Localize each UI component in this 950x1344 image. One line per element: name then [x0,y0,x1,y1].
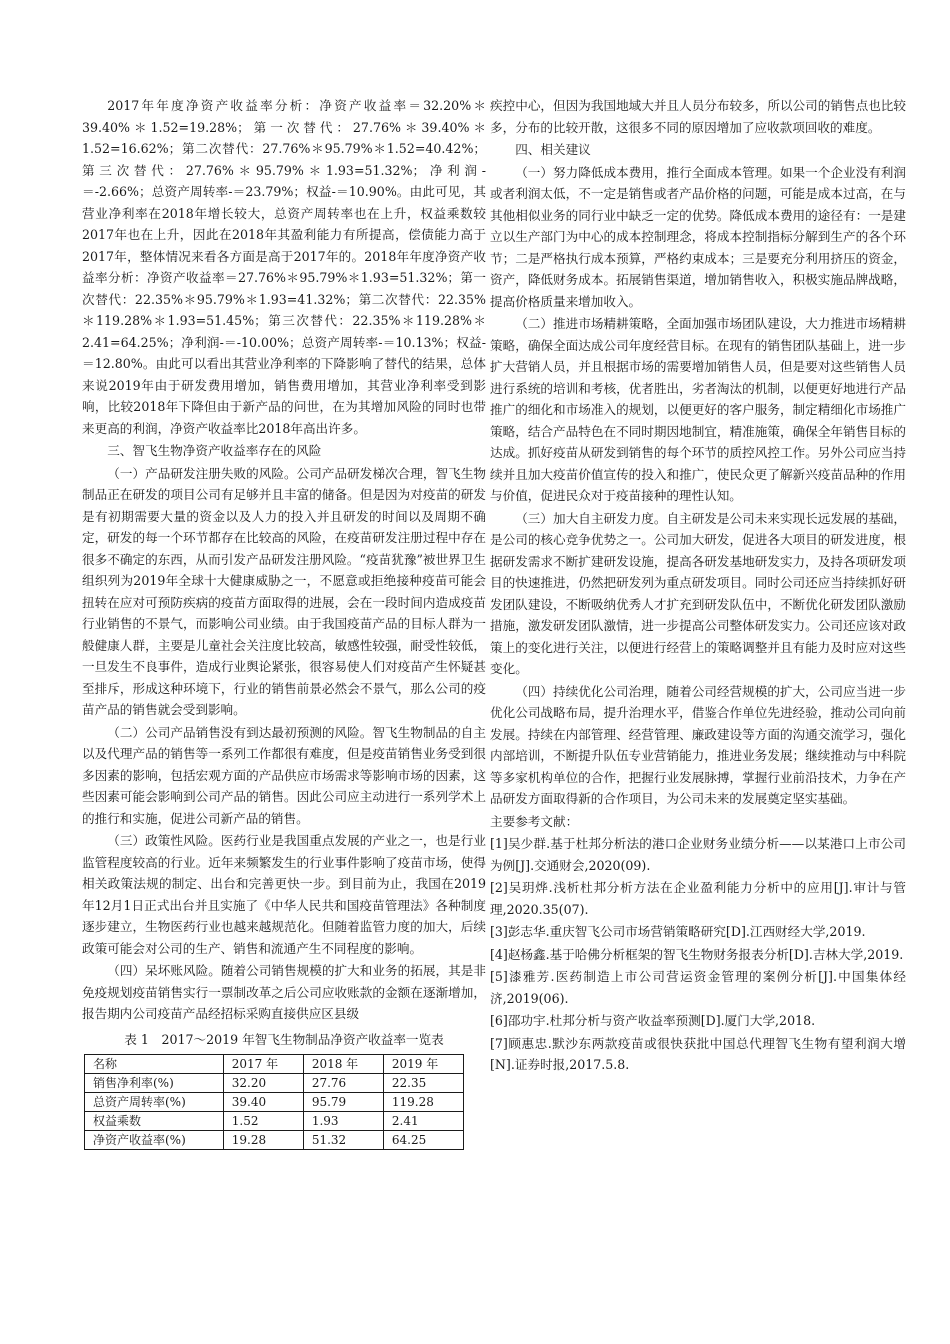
paragraph: （一）产品研发注册失败的风险。公司产品研发梯次合理，智飞生物制品正在研发的项目公司有足够并且丰富的储备。但是因为对疫苗的研发是有初期需要大量的资金以及人力的投入并且研发的时间以及周期不确定，研发的每一个环节都存在比较高的风险，在疫苗研发注册过程中存在很多不确定的东西，从而引发产品研发注册风险。“疫苗犹豫”被世界卫生组织列为2019年全球十大健康威胁之一，不愿意或拒绝接种疫苗可能会扭转在应对可预防疾病的疫苗方面取得的进展，会在一段时间内造成疫苗行业销售的不景气，而影响公司业绩。由于我国疫苗产品的目标人群为一般健康人群，主要是儿童社会关注度比较高，敏感性较强，耐受性较低，一旦发生不良事件，造成行业舆论紧张，很容易使人们对疫苗产生怀疑甚至排斥，形成这种环境下，行业的销售前景必然会不景气，那么公司的疫苗产品的销售就会受到影响。 [82,465,486,717]
right-column [490,95,906,1077]
paragraph: （三）政策性风险。医药行业是我国重点发展的产业之一，也是行业监管程度较高的行业。近年来频繁发生的行业事件影响了疫苗市场，使得相关政策法规的制定、出台和完善更快一步。到目前为止，我国在2019年12月1日正式出台并且实施了《中华人民共和国疫苗管理法》各种制度逐步建立，生物医药行业也越来越规范化。但随着监管力度的加大，后续政策可能会对公司的生产、销售和流通产生不同程度的影响。 [82,833,486,956]
table-cell: 51.32 [303,1131,383,1150]
table-caption: 表 1 2017～2019 年智飞生物制品净资产收益率一览表 [124,1031,444,1047]
section-heading: 三、智飞生物净资产收益率存在的风险 [107,443,322,458]
roe-table [84,1054,464,1150]
table-cell: 销售净利率(%) [85,1074,224,1093]
paragraph: （四）呆坏账风险。随着公司销售规模的扩大和业务的拓展，其是非免疫规划疫苗销售实行一票制改革之后公司应收账款的金额在逐渐增加，报告期内公司疫苗产品经招标采购直接供应区县级 [82,963,486,1021]
table-cell: 22.35 [383,1074,463,1093]
table-cell: 权益乘数 [85,1112,224,1131]
table-row [85,1074,464,1093]
table-header-cell: 2018 年 [303,1055,383,1074]
paragraph: （四）持续优化公司治理，随着公司经营规模的扩大，公司应当进一步优化公司战略布局，提升治理水平，借鉴合作单位先进经验，推动公司向前发展。持续在内部管理、经营管理、廉政建设等方面的沟通交流学习，强化内部培训，不断提升队伍专业营销能力，推进业务发展；继续推动与中科院等多家机构单位的合作，把握行业发展脉搏，掌握行业前沿技术，力争在产品研发方面取得新的合作项目，为公司未来的发展奠定坚实基础。 [490,683,906,806]
table-cell: 净资产收益率(%) [85,1131,224,1150]
table-header-cell: 名称 [85,1055,224,1074]
table-header-cell: 2019 年 [383,1055,463,1074]
table-row [85,1093,464,1112]
reference-item: [3]彭志华.重庆智飞公司市场营销策略研究[D].江西财经大学,2019. [490,924,866,939]
reference-item: [7]顾惠忠.默沙东两款疫苗或很快获批中国总代理智飞生物有望利润大增[N].证券时报,2017.5.8. [490,1035,906,1072]
table-cell: 总资产周转率(%) [85,1093,224,1112]
left-column [82,95,486,1150]
reference-item: [4]赵杨鑫.基于哈佛分析框架的智飞生物财务报表分析[D].吉林大学,2019. [490,946,904,962]
table-cell: 39.40 [223,1093,303,1112]
table-cell: 1.52 [223,1112,303,1131]
paragraph: （二）公司产品销售没有到达最初预测的风险。智飞生物制品的自主以及代理产品的销售等一系列工作都很有难度，但是疫苗销售业务受到很多因素的影响，包括宏观方面的产品供应市场需求等影响市场的因素，这些因素可能会影响到公司产品的销售。因此公司应主动进行一系列学术上的推行和实施，促进公司新产品的销售。 [82,724,486,826]
paragraph: 疾控中心，但因为我国地域大并且人员分布较多，所以公司的销售点也比较多，分布的比较开散，这很多不同的原因增加了应收款项回收的难度。 [490,98,906,135]
table-cell: 32.20 [223,1074,303,1093]
reference-item: [6]邵功宇.杜邦分析与资产收益率预测[D].厦门大学,2018. [490,1013,816,1028]
paragraph: （一）努力降低成本费用，推行全面成本管理。如果一个企业没有利润或者利润太低，不一定是销售或者产品价格的问题，可能是成本过高，在与其他相似业务的同行业中缺乏一定的优势。降低成本费用的途径有：一是建立以生产部门为中心的成本控制理念，将成本控制指标分解到生产的各个环节；二是严格执行成本预算，严格约束成本；三是要充分利用挤压的资金，资产，降低财务成本。拓展销售渠道，增加销售收入，积极实施品牌战略，提高价格质量来增加收入。 [490,164,906,309]
table-row [85,1112,464,1131]
table-row [85,1131,464,1150]
table-header-row [85,1055,464,1074]
paragraph: （二）推进市场精耕策略，全面加强市场团队建设，大力推进市场精耕策略，确保全面达成公司年度经营目标。在现有的销售团队基础上，进一步扩大营销人员，并且根据市场的需要增加销售人员，但是要对这些销售人员进行系统的培训和考核，优者胜出，劣者淘汰的机制，以便更好地进行产品推广的细化和市场准入的规划，以便更好的客户服务，制定精细化市场推广策略，结合产品特色在不同时期因地制宜，精准施策，确保全年销售目标的达成。抓好疫苗从研发到销售的每个环节的质控风控工作。另外公司应当持续并且加大疫苗价值宣传的投入和推广，使民众更了解新兴疫苗品种的作用与价值，促进民众对于疫苗接种的理性认知。 [490,316,906,503]
section-heading: 四、相关建议 [515,142,591,157]
table-cell: 119.28 [383,1093,463,1112]
table-cell: 27.76 [303,1074,383,1093]
reference-item: [5]漆雅芳.医药制造上市公司营运资金管理的案例分析[J].中国集体经济,2019(06). [490,969,906,1006]
table-cell: 95.79 [303,1093,383,1112]
table-cell: 1.93 [303,1112,383,1131]
table-cell: 64.25 [383,1131,463,1150]
reference-item: [2]吴玥烨.浅析杜邦分析方法在企业盈利能力分析中的应用[J].审计与管理,2020.35(07). [490,880,906,917]
paragraph: 2017年年度净资产收益率分析：净资产收益率＝32.20%＊39.40%＊1.52=19.28%；第一次替代：27.76%＊39.40%＊1.52=16.62%；第二次替代：27.76%＊95.79%＊1.52=40.42%；第三次替代：27.76%＊95.79%＊1.93=51.32%；净利润-＝-2.66%；总资产周转率-＝23.79%；权益-＝10.90%。由此可见，其营业净利率在2018年增长较大，总资产周转率也在上升，权益乘数较2017年也在上升，因此在2018年其盈利能力有所提高，偿债能力高于2017年，整体情况来看各方面是高于2017年的。2018年年度净资产收益率分析：净资产收益率＝27.76%＊95.79%＊1.93=51.32%；第一次替代：22.35%＊95.79%＊1.93=41.32%；第二次替代：22.35%＊119.28%＊1.93=51.45%；第三次替代：22.35%＊119.28%＊2.41=64.25%；净利润-＝-10.00%；总资产周转率-＝10.13%；权益-＝12.80%。由此可以看出其营业净利率的下降影响了替代的结果，总体来说2019年由于研发费用增加，销售费用增加，其营业净利率受到影响，比较2018年下降但由于新产品的问世，在为其增加风险的同时也带来更高的利润，净资产收益率比2018年高出许多。 [82,98,486,436]
table-header-cell: 2017 年 [223,1055,303,1074]
table-cell: 19.28 [223,1131,303,1150]
table-cell: 2.41 [383,1112,463,1131]
reference-item: [1]吴少群.基于杜邦分析法的港口企业财务业绩分析——以某港口上市公司为例[J].交通财会,2020(09). [490,836,906,873]
paragraph: （三）加大自主研发力度。自主研发是公司未来实现长远发展的基础，是公司的核心竞争优势之一。公司加大研发，促进各大项目的研发进度，根据研发需求不断扩建研发设施，提高各研发基地研发实力，及持各项研发项目的快速推进，仍然把研发列为重点研发项目。同时公司还应当持续抓好研发团队建设，不断吸纳优秀人才扩充到研发队伍中，不断优化研发团队激励措施，激发研发团队激情，进一步提高公司整体研发实力。公司还应该对政策上的变化进行关注，以便进行经营上的策略调整并且有能力及时应对这些变化。 [490,510,906,676]
references-title: 主要参考文献： [490,813,579,829]
